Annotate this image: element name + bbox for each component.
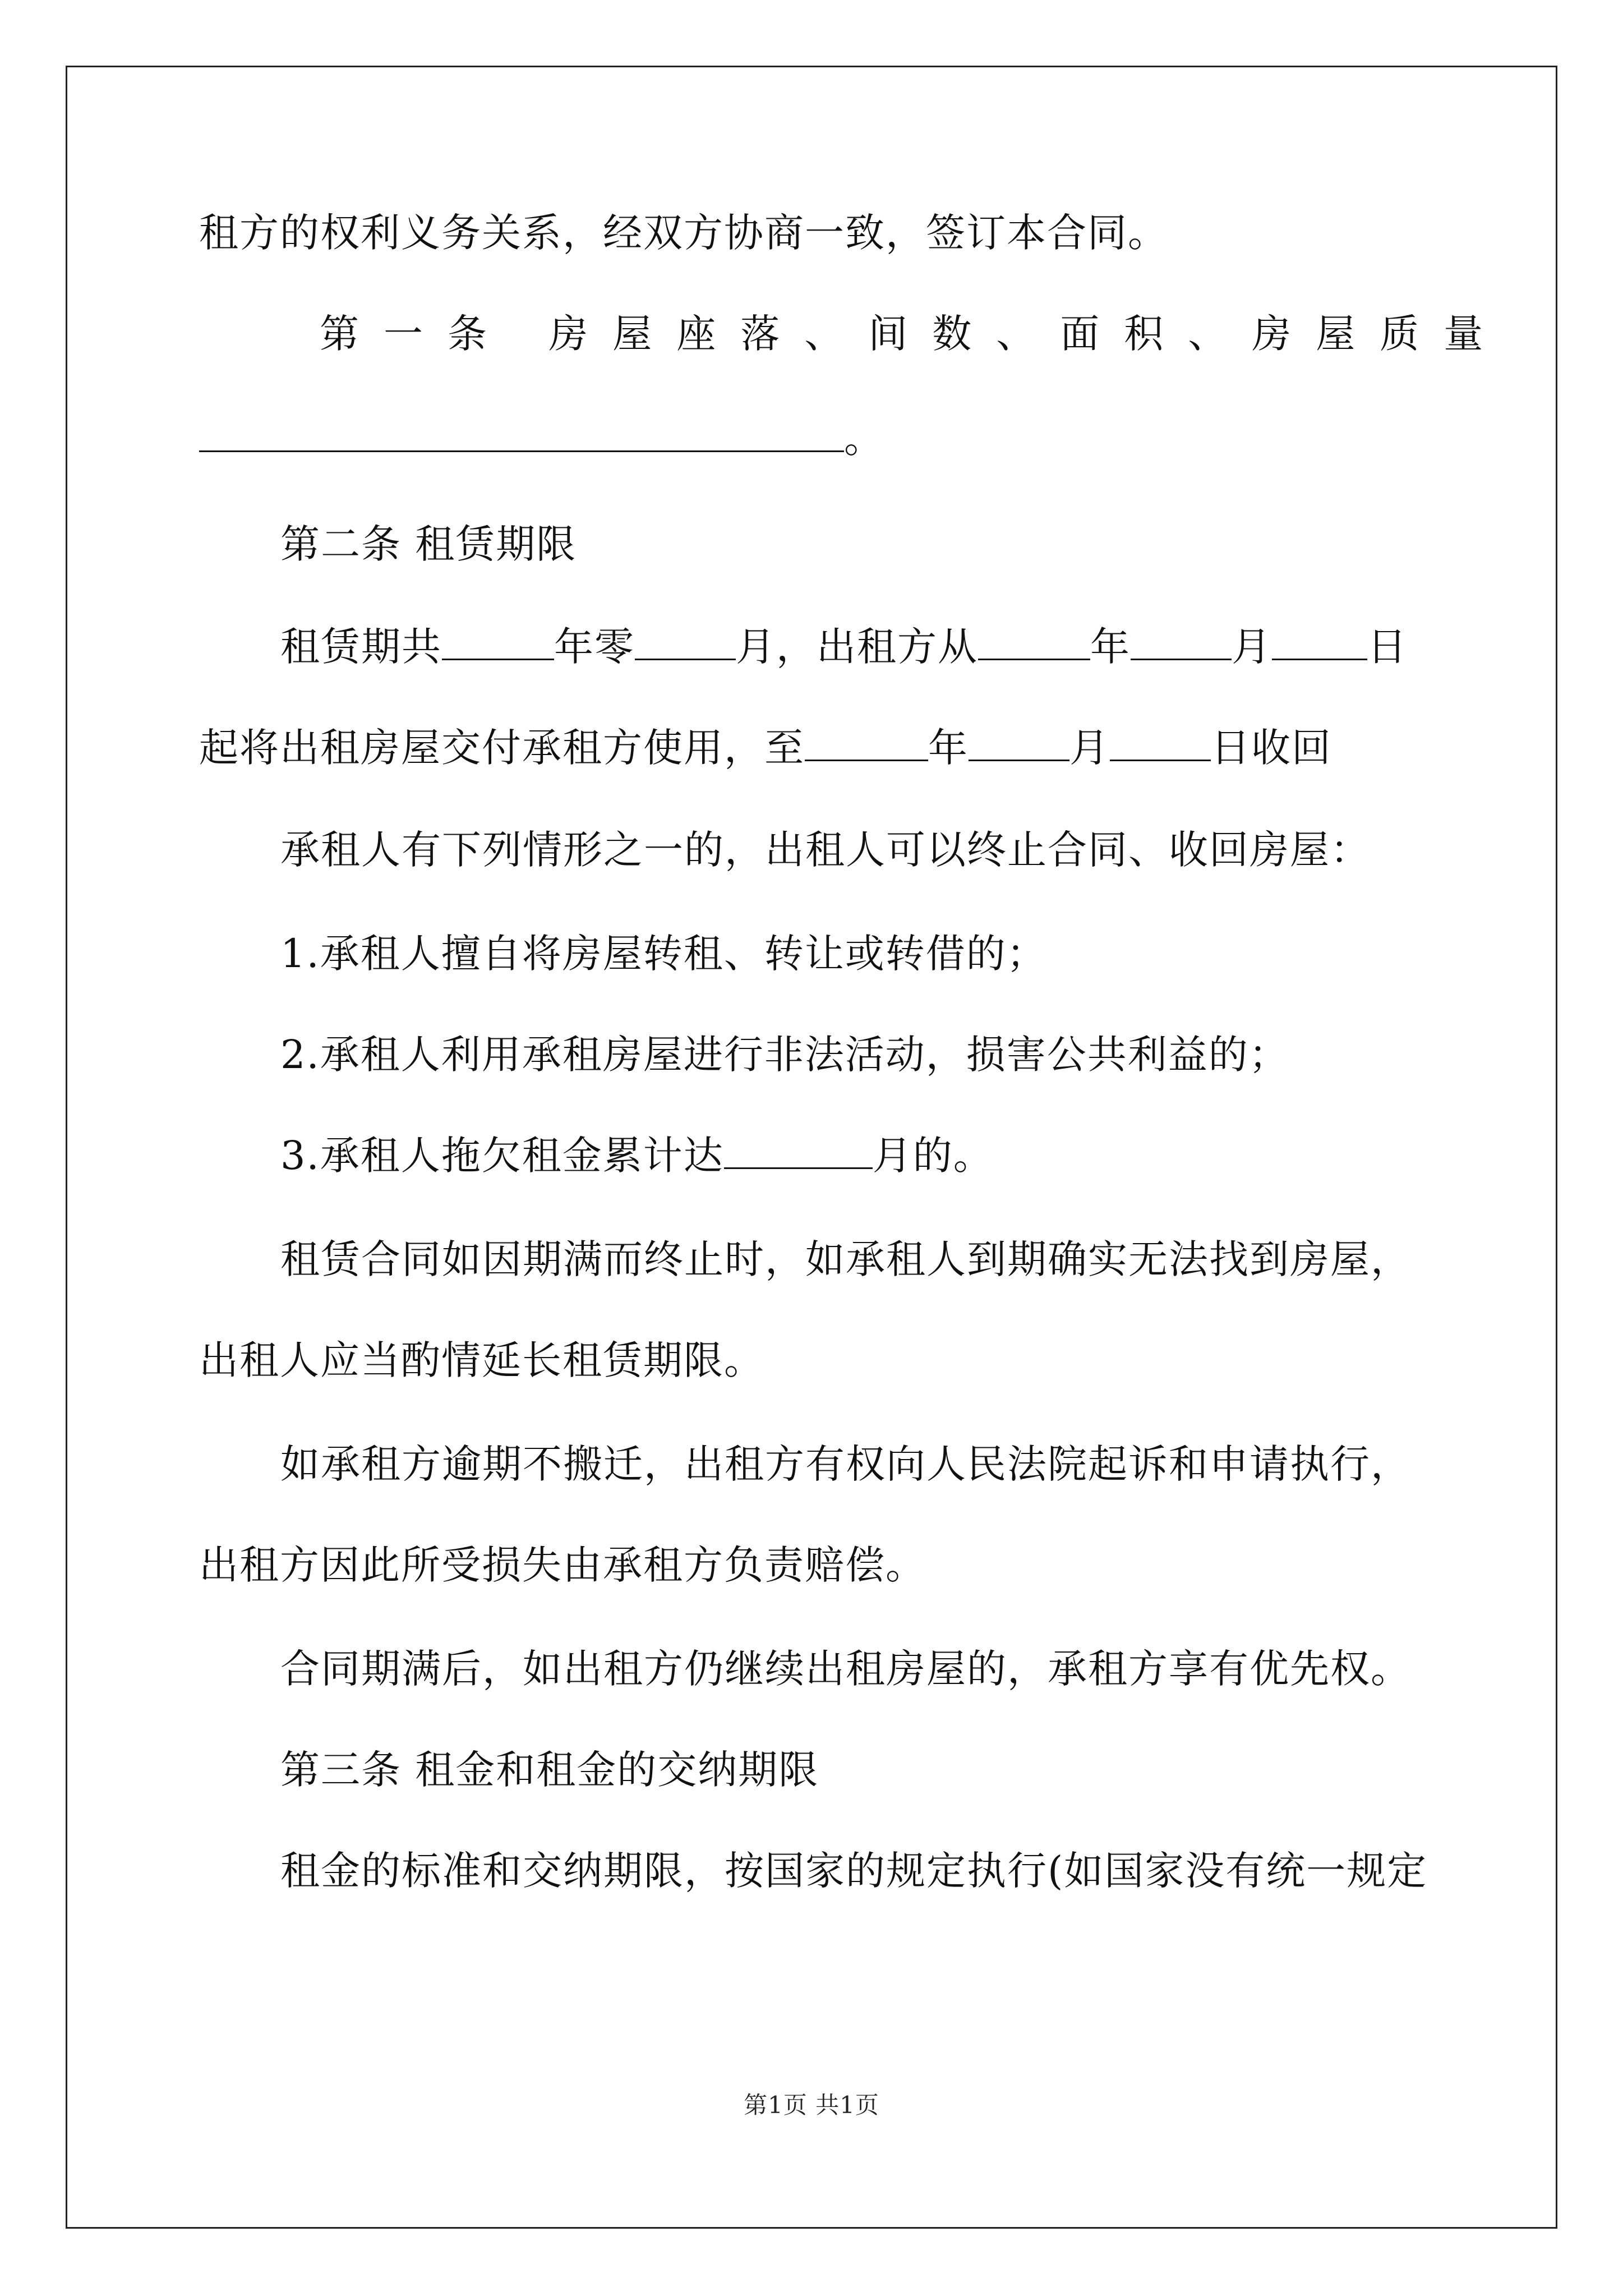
list-item [280,1130,994,1181]
fill-in-blank [805,725,928,761]
list-item: 1.承租人擅自将房屋转租、转让或转借的； [280,931,1047,977]
text-fragment: 月的。 [872,1133,994,1179]
paragraph-line: 租金的标准和交纳期限，按国家的规定执行(如国家没有统一规定 [280,1848,1428,1894]
article-1-heading: 第一条 房屋座落、间数、面积、房屋质量 [320,311,1508,357]
article-3-heading: 第三条 租金和租金的交纳期限 [280,1747,819,1793]
text-fragment: 年 [1090,624,1131,670]
fill-in-blank [442,624,554,660]
text-fragment: 起将出租房屋交付承租方使用，至 [199,725,805,771]
text-fragment: 租赁期共 [280,624,442,670]
paragraph-line: 出租方因此所受损失由承租方负责赔偿。 [199,1542,926,1588]
list-item: 2.承租人利用承租房屋进行非法活动，损害公共利益的； [280,1032,1289,1078]
text-fragment: 月 [1232,624,1272,670]
paragraph-line: 出租人应当酌情延长租赁期限。 [199,1337,764,1383]
paragraph-line: 合同期满后，如出租方仍继续出租房屋的，承租方享有优先权。 [280,1646,1411,1692]
handover-line [199,723,1332,773]
text-fragment: 3.承租人拖欠租金累计达 [280,1133,724,1179]
paragraph-line: 承租人有下列情形之一的，出租人可以终止合同、收回房屋： [280,827,1371,873]
page-footer: 第1页 共1页 [744,2091,879,2119]
text-fragment: 日收回 [1211,725,1332,771]
paragraph-line: 租赁合同如因期满而终止时，如承租人到期确实无法找到房屋， [280,1236,1411,1282]
paragraph-line: 。 [844,416,884,462]
fill-in-blank [1110,725,1211,761]
article-2-heading: 第二条 租赁期限 [280,521,577,567]
text-fragment: 月 [1069,725,1110,771]
fill-in-blank [1272,624,1367,660]
fill-in-blank [635,624,736,660]
fill-in-blank [1131,624,1232,660]
fill-in-blank [199,416,844,452]
text-fragment: 年零 [554,624,635,670]
text-fragment: 年 [928,725,969,771]
fill-in-blank [978,624,1090,660]
paragraph-line: 租方的权利义务关系，经双方协商一致，签订本合同。 [199,210,1168,256]
fill-in-blank [724,1133,873,1169]
lease-term-line [280,622,1408,672]
paragraph-line: 如承租方逾期不搬迁，出租方有权向人民法院起诉和申请执行， [280,1441,1411,1487]
text-fragment: 日 [1367,624,1408,670]
text-fragment: 月，出租方从 [736,624,978,670]
article-1-blank-line [199,413,884,464]
fill-in-blank [969,725,1069,761]
